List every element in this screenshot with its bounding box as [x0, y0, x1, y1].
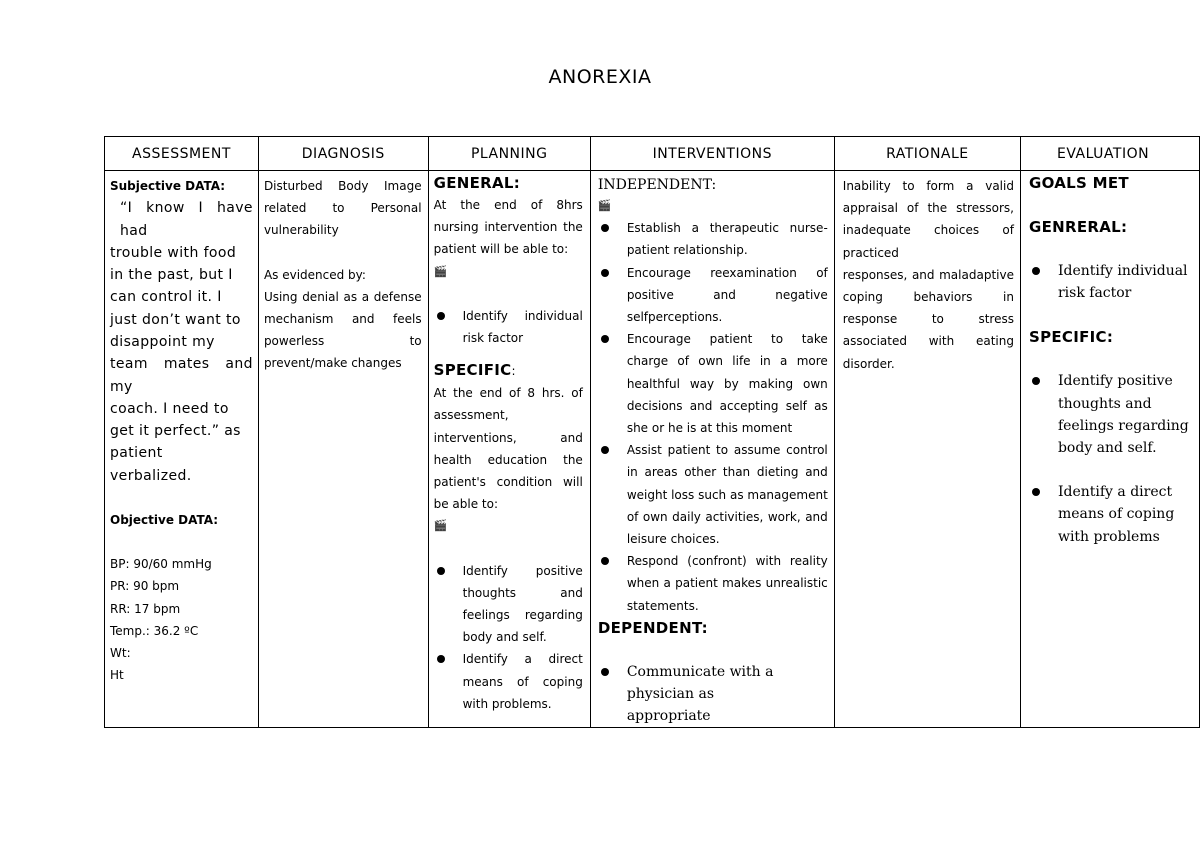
- planning-general-label: GENERAL:: [433, 174, 521, 192]
- content-row: [105, 171, 1200, 728]
- clapper-icon: 🎬: [597, 199, 612, 212]
- rationale-text-2: responses, and maladaptive coping behaviors in response to stress associated with eating disorder.: [842, 267, 1014, 371]
- quote-line: coach. I need to: [110, 400, 229, 417]
- vital-signs: [110, 553, 253, 686]
- vital-temp: Temp.: 36.2 ºC: [110, 623, 199, 638]
- evidence-text: Using denial as a defense mechanism and feels powerless to prevent/make changes: [263, 289, 422, 371]
- vital-bp: BP: 90/60 mmHg: [110, 557, 212, 572]
- quote-line: just don’t want to: [110, 311, 241, 328]
- quote-line: in the past, but I: [110, 267, 233, 284]
- list-item: Encourage reexamination of positive and negative selfperceptions.: [598, 262, 828, 329]
- interventions-cell: [590, 171, 834, 728]
- header-assessment: ASSESSMENT: [105, 137, 259, 171]
- list-item: Establish a therapeutic nurse-patient relationship.: [598, 217, 828, 261]
- planning-specific-colon: :: [511, 364, 516, 379]
- vital-wt: Wt:: [110, 646, 131, 661]
- subjective-quote: [110, 197, 253, 487]
- subjective-label: Subjective DATA:: [110, 179, 226, 193]
- diagnosis-statement: Disturbed Body Image related to Personal vulnerability: [263, 179, 422, 238]
- list-item: [1029, 459, 1199, 481]
- vital-ht: Ht: [110, 668, 124, 683]
- quote-line: patient: [110, 445, 163, 462]
- header-interventions: INTERVENTIONS: [590, 137, 834, 171]
- independent-list: [598, 217, 828, 617]
- vital-pr: PR: 90 bpm: [110, 579, 180, 594]
- rationale-cell: [834, 171, 1020, 728]
- list-item: Communicate with a physician as appropriate: [598, 661, 828, 728]
- header-row: [105, 137, 1200, 171]
- quote-line: team mates and my: [110, 356, 253, 395]
- header-rationale: RATIONALE: [834, 137, 1020, 171]
- vital-rr: RR: 17 bpm: [110, 601, 181, 616]
- quote-line: get it perfect.” as: [110, 423, 241, 440]
- evidenced-by-label: As evidenced by:: [263, 267, 366, 282]
- quote-line: trouble with food: [110, 244, 237, 261]
- dependent-label: DEPENDENT:: [597, 618, 708, 637]
- evaluation-cell: [1020, 171, 1199, 728]
- planning-general-text: At the end of 8hrs nursing intervention the patient will be able to:: [433, 198, 583, 257]
- objective-label: Objective DATA:: [110, 513, 219, 528]
- list-item: Identify individual risk factor: [434, 305, 583, 349]
- planning-specific-label: SPECIFIC: [433, 361, 512, 380]
- planning-specific-heading: [434, 359, 583, 382]
- evaluation-general-label: GENRERAL:: [1028, 218, 1128, 236]
- list-item: Identify individual risk factor: [1029, 260, 1199, 304]
- list-item: Assist patient to assume control in areas other than dieting and weight loss such as management of own daily activities, work, and leisure choices.: [598, 439, 828, 550]
- list-item: Respond (confront) with reality when a patient makes unrealistic statements.: [598, 550, 828, 617]
- quote-line: verbalized.: [110, 467, 192, 484]
- page-title: ANOREXIA: [548, 66, 652, 88]
- planning-general-list: [434, 305, 583, 349]
- header-planning: PLANNING: [428, 137, 590, 171]
- assessment-cell: [105, 171, 259, 728]
- evaluation-specific-label: SPECIFIC:: [1028, 328, 1114, 347]
- nursing-care-plan-table: [104, 136, 1200, 728]
- clapper-icon: 🎬: [433, 519, 448, 533]
- planning-specific-list: [434, 560, 583, 715]
- quote-line: disappoint my: [110, 333, 215, 350]
- evaluation-specific-list: [1029, 370, 1199, 547]
- goals-met-label: GOALS MET: [1028, 174, 1129, 192]
- quote-line: “I know I have had: [120, 200, 253, 239]
- planning-specific-text: At the end of 8 hrs. of assessment, interventions, and health education the patient's condition will be able to:: [433, 386, 583, 512]
- header-diagnosis: DIAGNOSIS: [258, 137, 428, 171]
- list-item: Encourage patient to take charge of own life in a more healthful way by making own decisions and accepting self as she or he is at this moment: [598, 328, 828, 439]
- rationale-text: Inability to form a valid appraisal of the stressors, inadequate choices of practiced: [842, 179, 1014, 260]
- list-item: Identify a direct means of coping with problems.: [434, 648, 583, 715]
- evaluation-general-list: [1029, 260, 1199, 304]
- planning-cell: [428, 171, 590, 728]
- list-item: Identify positive thoughts and feelings regarding body and self.: [434, 560, 583, 649]
- list-item: Identify positive thoughts and feelings regarding body and self.: [1029, 370, 1199, 459]
- dependent-list: [598, 661, 828, 728]
- clapper-icon: 🎬: [433, 264, 448, 278]
- header-evaluation: EVALUATION: [1020, 137, 1199, 171]
- independent-label: INDEPENDENT:: [597, 177, 717, 193]
- diagnosis-cell: [258, 171, 428, 728]
- quote-line: can control it. I: [110, 289, 222, 306]
- list-item: Identify a direct means of coping with problems: [1029, 481, 1199, 548]
